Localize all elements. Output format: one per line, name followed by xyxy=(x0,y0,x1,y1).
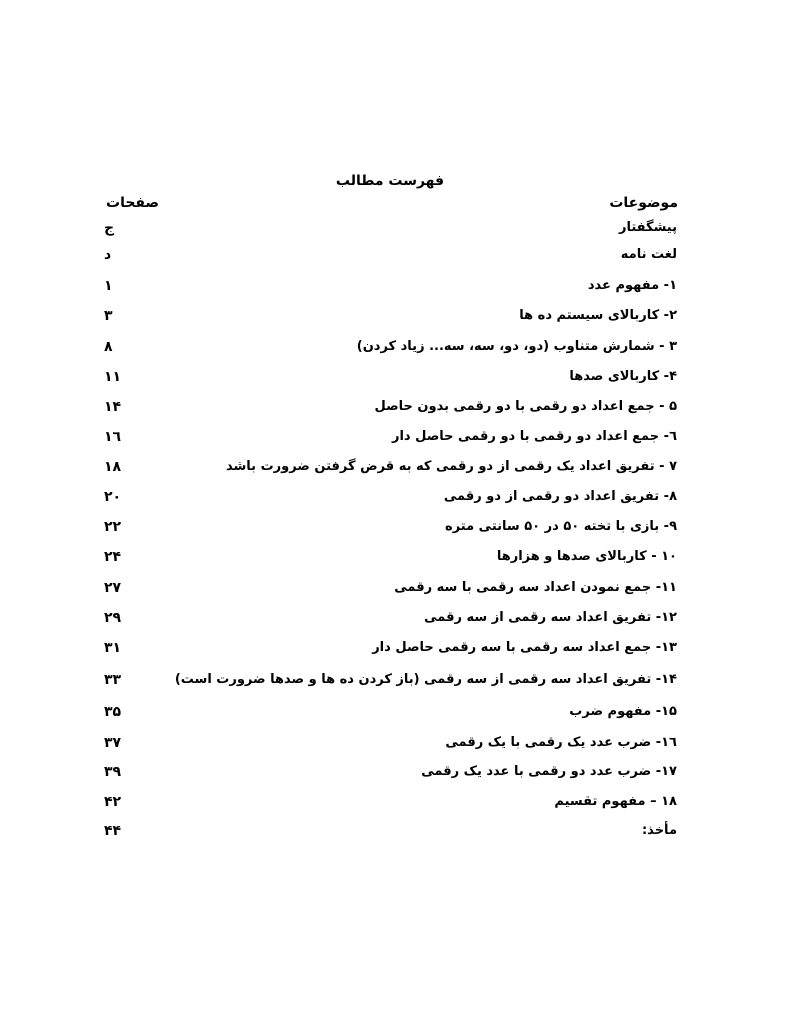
toc-entry xyxy=(0,487,791,507)
toc-entry-topic: ۵ - جمع اعداد دو رقمی با دو رقمی بدون حاصل xyxy=(374,399,677,414)
toc-entry-page: ج xyxy=(104,220,115,236)
toc-entry-page: ۲۲ xyxy=(104,519,122,535)
toc-entry xyxy=(0,337,791,357)
toc-entry xyxy=(0,702,791,722)
toc-entry-topic: ۹- بازی با تخته ۵۰ در ۵۰ سانتی متره xyxy=(445,519,677,534)
toc-entry-page: ۸ xyxy=(104,339,113,355)
toc-entry-page: ۲۰ xyxy=(104,489,122,505)
toc-entry-topic: ۱- مفهوم عدد xyxy=(587,278,677,293)
toc-entry-topic: ۱۳- جمع اعداد سه رقمی با سه رقمی حاصل دار xyxy=(372,640,677,655)
toc-entry-page: ۱ xyxy=(104,278,113,294)
toc-entry xyxy=(0,397,791,417)
toc-entry-page: ۱۴ xyxy=(104,399,122,415)
toc-entry xyxy=(0,306,791,326)
toc-entry-page: ۴۲ xyxy=(104,794,122,810)
toc-entry-topic: ۱۱- جمع نمودن اعداد سه رقمی با سه رقمی xyxy=(394,580,677,595)
toc-entry-page: ۲۹ xyxy=(104,610,122,626)
toc-entry-topic: ۸- تفریق اعداد دو رقمی از دو رقمی xyxy=(443,489,677,504)
toc-entry xyxy=(0,427,791,447)
toc-entry xyxy=(0,608,791,628)
toc-entry xyxy=(0,578,791,598)
toc-entry xyxy=(0,457,791,477)
toc-entry-page: ۱٦ xyxy=(104,429,122,445)
toc-entry xyxy=(0,367,791,387)
toc-entry-topic: ۱۲- تفریق اعداد سه رقمی از سه رقمی xyxy=(424,610,677,625)
toc-entry-topic: ۱۸ – مفهوم تقسیم xyxy=(554,794,677,809)
toc-entry-page: ۴۴ xyxy=(104,823,122,839)
toc-entry xyxy=(0,821,791,841)
toc-entry-page: ۲۷ xyxy=(104,580,122,596)
toc-entry-topic: ۱۰ - کاربالای صدها و هزارها xyxy=(496,549,677,564)
toc-entry xyxy=(0,245,791,265)
toc-entry-topic: پیشگفتار xyxy=(618,220,677,235)
toc-entry xyxy=(0,762,791,782)
toc-entry xyxy=(0,547,791,567)
toc-entry xyxy=(0,638,791,658)
toc-entry-topic: ۲- کاربالای سیستم ده ها xyxy=(519,308,677,323)
toc-title: فهرست مطالب xyxy=(335,173,445,189)
toc-entry-page: ۳ xyxy=(104,308,113,324)
toc-entry-page: ۱۸ xyxy=(104,459,122,475)
toc-entry-page: ۳۹ xyxy=(104,764,122,780)
toc-entry-topic: ٦- جمع اعداد دو رقمی با دو رقمی حاصل دار xyxy=(391,429,677,444)
toc-entry xyxy=(0,218,791,238)
topics-column-header: موضوعات xyxy=(609,195,678,211)
toc-entry-topic: ۱۷- ضرب عدد دو رقمی با عدد یک رقمی xyxy=(421,764,677,779)
toc-entry-topic: ۱۵- مفهوم ضرب xyxy=(569,704,677,719)
toc-entry-topic: ۷ - تفریق اعداد یک رقمی از دو رقمی که به قرض گرفتن ضرورت باشد xyxy=(226,459,677,474)
toc-entry-topic: ۱٦- ضرب عدد یک رقمی با یک رقمی xyxy=(445,735,677,750)
toc-entry xyxy=(0,792,791,812)
toc-entry xyxy=(0,276,791,296)
toc-entry-page: ۲۴ xyxy=(104,549,122,565)
toc-entry-topic: مأخذ: xyxy=(641,823,677,838)
toc-entry-page: ۳۳ xyxy=(104,672,122,688)
toc-entry xyxy=(0,517,791,537)
pages-column-header: صفحات xyxy=(106,195,160,211)
toc-entry-page: ۳۱ xyxy=(104,640,122,656)
toc-entry-page: ۳۵ xyxy=(104,704,122,720)
toc-entry-page: د xyxy=(104,247,112,263)
toc-entry-topic: ۳ - شمارش متناوب (دو، دو، سه، سه... زیاد کردن) xyxy=(356,339,677,354)
toc-entry xyxy=(0,670,791,690)
toc-entry-page: ۳۷ xyxy=(104,735,122,751)
toc-entry-topic: ۱۴- تفریق اعداد سه رقمی از سه رقمی (باز کردن ده ها و صدها ضرورت است) xyxy=(174,672,677,687)
toc-entry-topic: ۴- کاربالای صدها xyxy=(569,369,677,384)
toc-entry-topic: لغت نامه xyxy=(620,247,677,262)
toc-entry-page: ۱۱ xyxy=(104,369,122,385)
toc-entry xyxy=(0,733,791,753)
